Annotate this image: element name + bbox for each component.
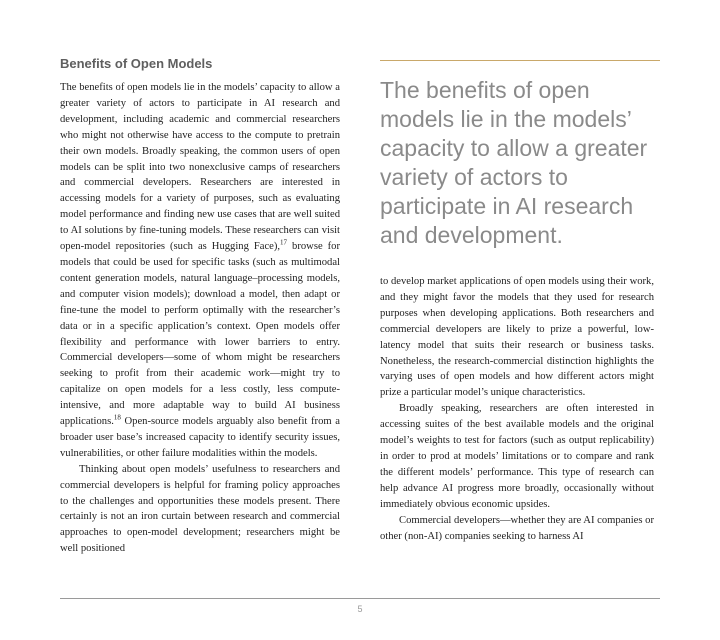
left-column [60, 80, 340, 557]
body-paragraph: Commercial developers—whether they are AI companies or other (non-AI) companies seeking to harness AI [380, 514, 654, 542]
footnote-ref-17: 17 [280, 238, 288, 247]
body-paragraph: Thinking about open models’ usefulness to researchers and commercial developers is helpful for framing policy approaches to the challenges and opportunities these models present. There certainly is not an iron curtain between research and commercial approaches to open-model development; researchers might be well positioned [60, 463, 340, 555]
page-number: 5 [357, 604, 363, 614]
right-column [380, 274, 654, 544]
pull-quote: The benefits of open models lie in the models’ capacity to allow a greater variety of actors to participate in AI research and development. [380, 77, 648, 248]
paragraph-text: browse for models that could be used for specific tasks (such as multimodal content generation models, natural language–processing models, and computer vision models); download a model, then adapt or fine-tune the model to perform optimally with the researcher’s data or in a specific application’s context. Open models offer flexibility and performance with lower barriers to entry. Commercial developers—some of whom might be researchers seeking to profit from their academic work—might try to capitalize on open models for a less costly, less compute-intensive, and more adaptable way to build AI business applications. [60, 241, 340, 428]
footer-rule [60, 598, 660, 599]
pull-quote-top-rule [380, 60, 660, 61]
body-paragraph [60, 80, 340, 462]
body-paragraph: to develop market applications of open models using their work, and they might favor the models that they used for research purposes when developing applications. Both researchers and commercial developers are likely to prize a powerful, low-latency model that suits their research or business tasks. Nonetheless, the research-commercial distinction highlights the varying uses of open models and how different actors might prize a particular model’s unique characteristics. [380, 276, 654, 399]
footnote-ref-18: 18 [113, 413, 121, 422]
section-heading: Benefits of Open Models [60, 56, 213, 71]
body-paragraph: Broadly speaking, researchers are often interested in accessing suites of the best available models and the original model’s weights to test for factors (such as output replicability) in order to prod at models’ limitations or to compare and rank the different models’ performance. This type of research can help advance AI progress more broadly, occasionally without immediately obvious economic upsides. [380, 403, 654, 510]
paragraph-text: The benefits of open models lie in the models’ capacity to allow a greater variety of actors to participate in AI research and development, including academic and commercial researchers who might not otherwise have access to the compute to pretrain their own models. Broadly speaking, the common users of open models can be split into two nonexclusive camps of researchers and commercial developers. Researchers are interested in accessing models for a variety of purposes, such as evaluating model performance and finding new use cases that are well suited to AI solutions by fine-tuning models. These researchers can visit open-model repositories (such as Hugging Face), [60, 82, 340, 253]
paragraph-text: Open-source models arguably also benefit from a broader user base’s increased capacity to identify security issues, vulnerabilities, or other failure modalities within the models. [60, 416, 340, 459]
